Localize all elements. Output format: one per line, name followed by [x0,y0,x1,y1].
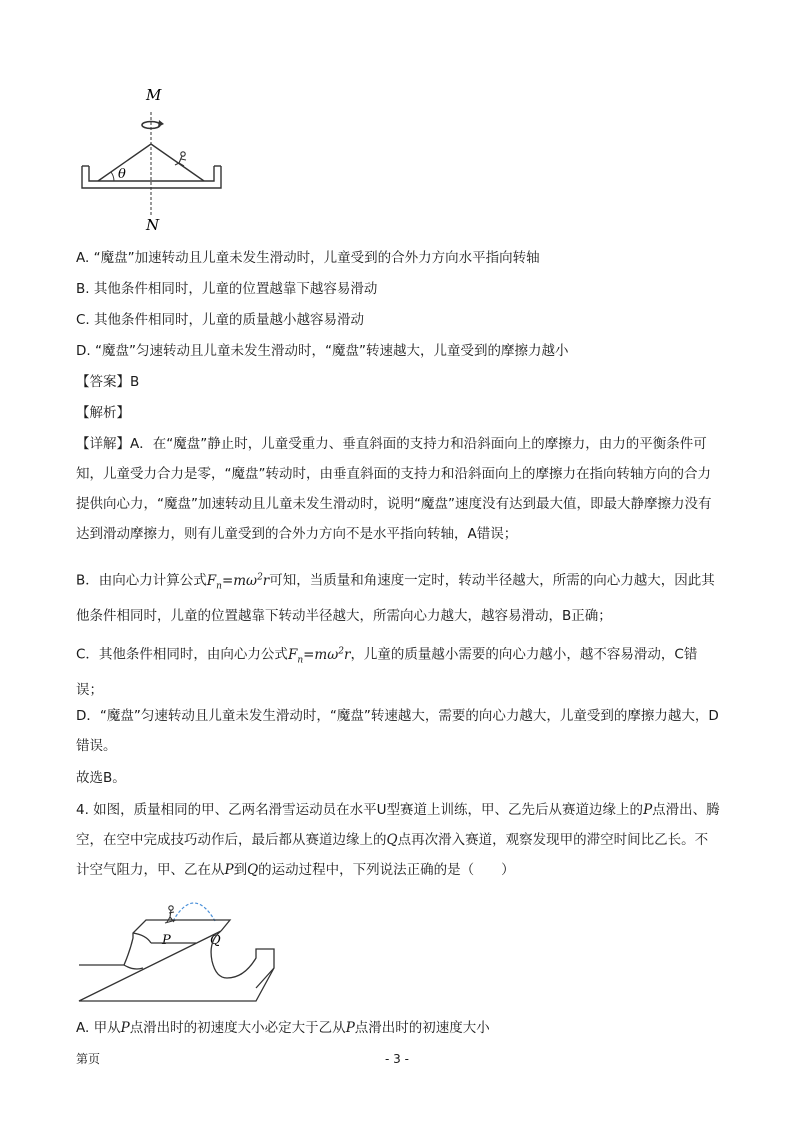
child-icon [175,152,186,166]
option-c: C. 其他条件相同时，儿童的质量越小越容易滑动 [76,312,365,328]
page-number: - 3 - [385,1052,409,1066]
conclusion: 故选B。 [76,770,126,786]
u-track-figure [76,893,276,1005]
analysis-a: 【详解】A．在“魔盘”静止时，儿童受重力、垂直斜面的支持力和沿斜面向上的摩擦力，由力的平衡条件可知，儿童受力合力是零，“魔盘”转动时，由垂直斜面的支持力和沿斜面向上的摩擦力在指向转轴方向的合力提供向心力，“魔盘”加速转动且儿童未发生滑动时，说明“魔盘”速度没有达到最大值，即最大静摩擦力没有达到滑动摩擦力，则有儿童受到的合外力方向不是水平指向转轴，A错误； [76,436,712,542]
analysis-d: D．“魔盘”匀速转动且儿童未发生滑动时，“魔盘”转速越大，需要的向心力越大，儿童受到的摩擦力越大，D错误。 [76,708,719,754]
jump-trajectory [173,903,215,921]
analysis-b [76,562,721,631]
centripetal-formula-2: $F_n=m\omega^2r$ [287,646,351,666]
option-d: D. “魔盘”匀速转动且儿童未发生滑动时，“魔盘”转速越大，儿童受到的摩擦力越小 [76,343,569,359]
analysis-title: 【解析】 [76,405,130,421]
analysis-c [76,636,721,705]
angle-arc [111,172,114,181]
question-4: 4. 如图，质量相同的甲、乙两名滑雪运动员在水平U型赛道上训练，甲、乙先后从赛道边缘上的P点滑出、腾空，在空中完成技巧动作后，最后都从赛道边缘上的Q点再次滑入赛道，观察发现甲的滞空时间比乙长。不计空气阻力，甲、乙在从P到Q的运动过程中，下列说法正确的是（ ） [76,802,720,878]
question-4-option-a: A. 甲从P点滑出时的初速度大小必定大于乙从P点滑出时的初速度大小 [76,1020,490,1036]
analysis-b-intro: B．由向心力计算公式 [76,572,207,589]
centripetal-formula: $F_n=m\omega^2r$ [206,572,270,592]
track-body [79,920,274,1001]
analysis-c-body: ，儿童的质量越小需要的向心力越小，越不容易滑动，C错误； [76,646,698,699]
point-q-label: Q [210,933,221,948]
analysis-b-body: 可知，当质量和角速度一定时，转动半径越大，所需的向心力越大，因此其他条件相同时，儿童的位置越靠下转动半径越大，所需向心力越大，越容易滑动，B正确； [76,572,715,625]
answer: 【答案】B [76,374,140,390]
magic-disc-figure [76,82,226,234]
option-a: A. “魔盘”加速转动且儿童未发生滑动时，儿童受到的合外力方向水平指向转轴 [76,250,540,266]
rotation-arrowhead-icon [158,120,164,127]
axis-label-n: N [146,216,160,234]
footer-left: 第页 [76,1052,101,1066]
option-b: B. 其他条件相同时，儿童的位置越靠下越容易滑动 [76,281,378,297]
analysis-c-intro: C．其他条件相同时，由向心力公式 [76,646,288,663]
axis-label-m: M [146,86,162,104]
point-p-label: P [162,933,171,948]
angle-label: θ [118,167,126,182]
